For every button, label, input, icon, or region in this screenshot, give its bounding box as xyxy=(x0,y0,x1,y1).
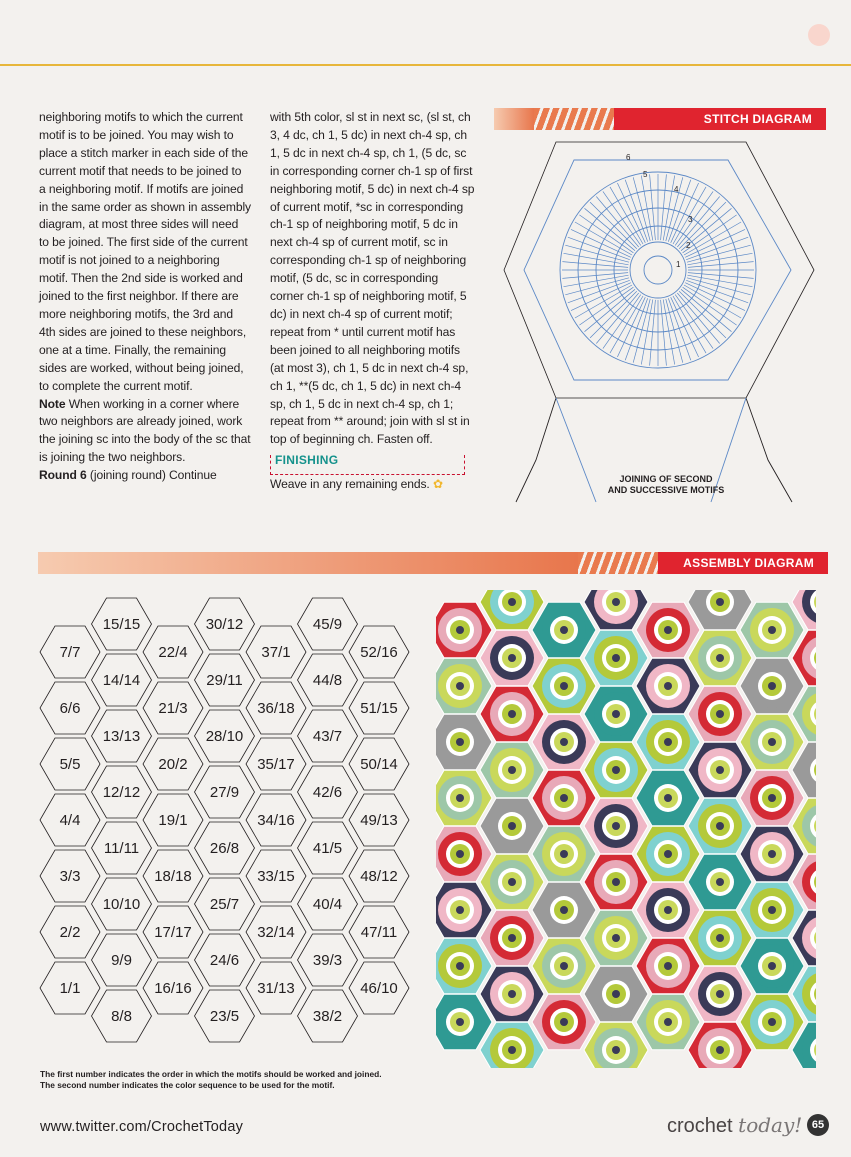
text-column-2 xyxy=(270,109,475,494)
banner-stripes xyxy=(534,108,614,130)
round-6-label: Round 6 xyxy=(39,468,87,483)
blanket-motif-ring xyxy=(664,738,672,746)
blanket-motif-ring xyxy=(508,822,516,830)
stitch-diagram xyxy=(496,130,821,510)
assembly-hex-label: 25/7 xyxy=(209,896,240,913)
assembly-hex-label: 6/6 xyxy=(59,700,81,717)
blanket-motif-ring xyxy=(768,794,776,802)
stitch-ray xyxy=(579,287,633,325)
finishing-heading: FINISHING xyxy=(275,453,339,468)
stitch-ray xyxy=(650,174,656,240)
assembly-hex-label: 37/1 xyxy=(261,644,291,661)
blanket-motif-ring xyxy=(456,850,464,858)
stitch-ray xyxy=(681,289,732,331)
finishing-text: Weave in any remaining ends. xyxy=(270,477,430,492)
assembly-hex-label: 1/1 xyxy=(59,980,81,997)
assembly-hex-label: 29/11 xyxy=(206,672,243,689)
assembly-hex-label: 16/16 xyxy=(154,980,192,997)
blanket-motif-ring xyxy=(560,682,568,690)
stitch-ray xyxy=(579,215,633,253)
blanket-motif-ring xyxy=(508,710,516,718)
blanket-motif-ring xyxy=(508,654,516,662)
brand-logo xyxy=(667,1113,802,1138)
assembly-hex-label: 5/5 xyxy=(59,756,81,773)
assembly-hex-label: 46/10 xyxy=(360,980,398,997)
assembly-hex-label: 9/9 xyxy=(111,952,132,969)
blanket-motif-ring xyxy=(612,1046,620,1054)
round-number-4: 4 xyxy=(674,185,679,194)
assembly-diagram-banner xyxy=(38,552,828,574)
blanket-motif-ring xyxy=(508,1046,516,1054)
banner-fade xyxy=(38,552,578,574)
assembly-hex-label: 28/10 xyxy=(205,728,244,745)
page-number: 65 xyxy=(807,1114,829,1136)
paragraph-note xyxy=(39,396,251,468)
assembly-hex-label: 7/7 xyxy=(59,644,81,661)
blanket-motif-ring xyxy=(508,878,516,886)
blanket-motif-ring xyxy=(456,906,464,914)
blanket-motif-ring xyxy=(664,1018,672,1026)
assembly-hex-label: 21/3 xyxy=(158,700,188,717)
assembly-hex-label: 48/12 xyxy=(360,868,398,885)
assembly-hex-label: 50/14 xyxy=(360,756,398,773)
twitter-link[interactable]: www.twitter.com/CrochetToday xyxy=(40,1119,244,1135)
round-number-3: 3 xyxy=(688,215,693,224)
paragraph-joining-intro: neighboring motifs to which the current motif is to be joined. You may wish to place a stitch marker in each side of the current motif that needs to be joined to a neighboring motif. If motifs are joined in the same order as shown in assembly diagram, at most three sides will need to be joined. The first side of the current motif is not joined to a neighboring motif. Then the 2nd side is worked and joined to the first neighbor. If there are more neighboring motifs, the 3rd and 4th sides are joined to these neighbors, one at a time. Finally, the remaining sides are worked, without being joined, to complete the current motif. xyxy=(39,110,251,393)
stitch-ray xyxy=(688,262,754,268)
brand-word-today: today! xyxy=(738,1113,803,1137)
banner-stripes xyxy=(578,552,658,574)
assembly-hex-label: 3/3 xyxy=(59,868,81,885)
blanket-motif-ring xyxy=(612,822,620,830)
blanket-motif-ring xyxy=(612,990,620,998)
blanket-motif-ring xyxy=(612,598,620,606)
blanket-motif-ring xyxy=(664,850,672,858)
stitch-ray xyxy=(661,174,667,240)
blanket-motif-ring xyxy=(612,710,620,718)
blanket-motif-ring xyxy=(560,962,568,970)
blanket-motif-ring xyxy=(560,738,568,746)
blanket-motif-ring xyxy=(456,626,464,634)
assembly-hex-label: 41/5 xyxy=(312,840,343,857)
round-number-5: 5 xyxy=(643,170,648,179)
blanket-photo xyxy=(436,590,816,1068)
blanket-motif-ring xyxy=(456,962,464,970)
blanket-motif-ring xyxy=(768,738,776,746)
blanket-motif-ring xyxy=(716,766,724,774)
joining-caption xyxy=(586,474,746,496)
blanket-motif-ring xyxy=(508,990,516,998)
assembly-hex-label: 30/12 xyxy=(205,616,244,633)
blanket-motif-ring xyxy=(716,878,724,886)
blanket-motif-ring xyxy=(664,794,672,802)
assembly-hex-label: 47/11 xyxy=(360,924,398,941)
finishing-paragraph xyxy=(270,476,475,494)
assembly-note-line1: The first number indicates the order in which the motifs should be worked and joined. xyxy=(40,1069,382,1079)
blanket-motif-ring xyxy=(768,850,776,858)
blanket-motif-ring xyxy=(560,850,568,858)
blanket-motif-ring xyxy=(508,766,516,774)
blanket-motif-ring xyxy=(612,934,620,942)
brand-word-crochet: crochet xyxy=(667,1115,739,1137)
blanket-motif-ring xyxy=(612,654,620,662)
assembly-hex-label: 42/6 xyxy=(312,784,343,801)
blanket-motif-ring xyxy=(560,906,568,914)
assembly-hex-label: 17/17 xyxy=(154,924,192,941)
assembly-hex-label: 18/18 xyxy=(154,868,192,885)
stitch-diagram-banner xyxy=(494,108,826,130)
assembly-hex-label: 52/16 xyxy=(360,644,398,661)
blanket-motif-ring xyxy=(768,626,776,634)
blanket-motif-ring xyxy=(612,766,620,774)
assembly-hex-label: 31/13 xyxy=(257,980,295,997)
assembly-hex-label: 10/10 xyxy=(102,896,141,913)
assembly-hex-label: 40/4 xyxy=(312,896,343,913)
blanket-motif-ring xyxy=(508,934,516,942)
assembly-hex-label: 19/1 xyxy=(158,812,188,829)
stitch-ray xyxy=(585,208,636,250)
assembly-hex-label: 22/4 xyxy=(158,644,188,661)
text-column-1 xyxy=(39,109,251,485)
banner-fade xyxy=(494,108,534,130)
blanket-motif-ring xyxy=(716,822,724,830)
round-number-2: 2 xyxy=(686,241,691,250)
assembly-diagram-title: ASSEMBLY DIAGRAM xyxy=(658,552,828,574)
blanket-motif-ring xyxy=(664,682,672,690)
joining-caption-line1: JOINING OF SECOND xyxy=(619,474,713,484)
blanket-motif-ring xyxy=(612,878,620,886)
assembly-hex-label: 8/8 xyxy=(111,1008,132,1025)
stitch-ray xyxy=(596,197,638,248)
assembly-hex-label: 2/2 xyxy=(59,924,81,941)
blanket-motif-ring xyxy=(716,990,724,998)
blanket-motif-ring xyxy=(508,598,516,606)
note-label: Note xyxy=(39,396,66,411)
assembly-hex-label: 12/12 xyxy=(102,784,141,801)
stitch-ray xyxy=(677,293,719,344)
blanket-motif-ring xyxy=(716,654,724,662)
blanket-motif-ring xyxy=(768,906,776,914)
stitch-ray xyxy=(688,273,754,279)
assembly-hex-label: 44/8 xyxy=(312,672,343,689)
corner-decoration xyxy=(808,24,830,46)
stitch-ray xyxy=(661,300,667,366)
round-number-1: 1 xyxy=(676,260,681,269)
blanket-motif-ring xyxy=(560,794,568,802)
assembly-hex-label: 24/6 xyxy=(209,952,240,969)
assembly-note xyxy=(40,1069,440,1091)
assembly-hex-label: 20/2 xyxy=(158,756,188,773)
blanket-motif-ring xyxy=(456,682,464,690)
stitch-ray xyxy=(675,191,713,245)
stitch-ray xyxy=(603,295,641,349)
assembly-hex-grid xyxy=(38,584,418,1062)
blanket-motif-ring xyxy=(560,626,568,634)
paragraph-round-6 xyxy=(39,467,251,485)
blanket-motif-ring xyxy=(664,962,672,970)
assembly-hex-label: 36/18 xyxy=(257,700,295,717)
assembly-hex-label: 33/15 xyxy=(257,868,295,885)
round-number-6: 6 xyxy=(626,153,631,162)
assembly-hex-label: 49/13 xyxy=(360,812,398,829)
stitch-ray xyxy=(562,273,628,279)
stitch-ray xyxy=(650,300,656,366)
stitch-ray xyxy=(585,289,636,331)
stitch-ray xyxy=(603,191,641,245)
assembly-hex-label: 26/8 xyxy=(209,840,240,857)
blanket-motif-ring xyxy=(456,794,464,802)
stitch-ray xyxy=(596,293,638,344)
assembly-hex-label: 34/16 xyxy=(257,812,295,829)
blanket-motif-ring xyxy=(768,1018,776,1026)
assembly-hex-label: 14/14 xyxy=(102,672,141,689)
flower-icon: ✿ xyxy=(432,477,443,492)
assembly-hex-label: 23/5 xyxy=(209,1008,240,1025)
assembly-note-line2: The second number indicates the color sequence to be used for the motif. xyxy=(40,1080,335,1090)
stitch-diagram-title: STITCH DIAGRAM xyxy=(614,108,826,130)
blanket-motif-ring xyxy=(456,738,464,746)
stitch-ray xyxy=(562,262,628,268)
blanket-motif-ring xyxy=(716,598,724,606)
assembly-hex-label: 38/2 xyxy=(312,1008,343,1025)
assembly-hex-label: 15/15 xyxy=(102,616,141,633)
blanket-motif-ring xyxy=(456,1018,464,1026)
assembly-hex-label: 45/9 xyxy=(312,616,343,633)
assembly-hex-label: 4/4 xyxy=(59,812,81,829)
blanket-motif-ring xyxy=(716,710,724,718)
blanket-motif-ring xyxy=(768,682,776,690)
top-rule xyxy=(0,64,851,66)
blanket-motif-ring xyxy=(716,934,724,942)
stitch-ray xyxy=(677,197,719,248)
assembly-hex-label: 39/3 xyxy=(312,952,343,969)
joining-caption-line2: AND SUCCESSIVE MOTIFS xyxy=(607,485,725,495)
stitch-ray xyxy=(675,295,713,349)
assembly-hex-label: 32/14 xyxy=(257,924,295,941)
blanket-motif-ring xyxy=(560,1018,568,1026)
assembly-hex-label: 27/9 xyxy=(209,784,240,801)
blanket-motif-ring xyxy=(664,906,672,914)
blanket-motif-ring xyxy=(664,626,672,634)
round-6-text: (joining round) Continue xyxy=(86,468,217,483)
blanket-motif-ring xyxy=(768,962,776,970)
blanket-motif-ring xyxy=(716,1046,724,1054)
assembly-hex-label: 35/17 xyxy=(257,756,295,773)
assembly-hex-label: 13/13 xyxy=(102,728,141,745)
note-text: When working in a corner where two neighbors are already joined, work the joining sc into the body of the sc that is joining the two neighbors. xyxy=(39,396,251,465)
stitch-ray xyxy=(683,287,737,325)
finishing-heading-box xyxy=(270,455,465,475)
assembly-hex-label: 43/7 xyxy=(312,728,343,745)
paragraph-round-6-instructions: with 5th color, sl st in next sc, (sl st, ch 3, 4 dc, ch 1, 5 dc) in next ch-4 sp, ch 1, 5 dc in next ch-4 sp, ch 1, (5 dc, sc in corresponding corner ch-1 sp of first neighboring motif, 5 dc) in next ch-4 sp of current motif, *sc in corresponding ch-1 sp of neighboring motif, 5 dc in next ch-4 sp of current motif, sc in corresponding ch-1 sp of neighboring motif, (5 dc, sc in corresponding corner ch-1 sp of neighboring motif, 5 dc) in next ch-4 sp of current motif; repeat from * until current motif has been joined to all neighboring motifs (at most 3), ch 1, 5 dc in next ch-4 sp, ch 1, **(5 dc, ch 1, 5 dc) in next ch-4 sp, ch 1, 5 dc in next ch-4 sp, ch 1; repeat from ** around; join with sl st in top of beginning ch. Fasten off. xyxy=(270,110,475,447)
assembly-hex-label: 11/11 xyxy=(103,840,140,857)
assembly-hex-label: 51/15 xyxy=(360,700,398,717)
